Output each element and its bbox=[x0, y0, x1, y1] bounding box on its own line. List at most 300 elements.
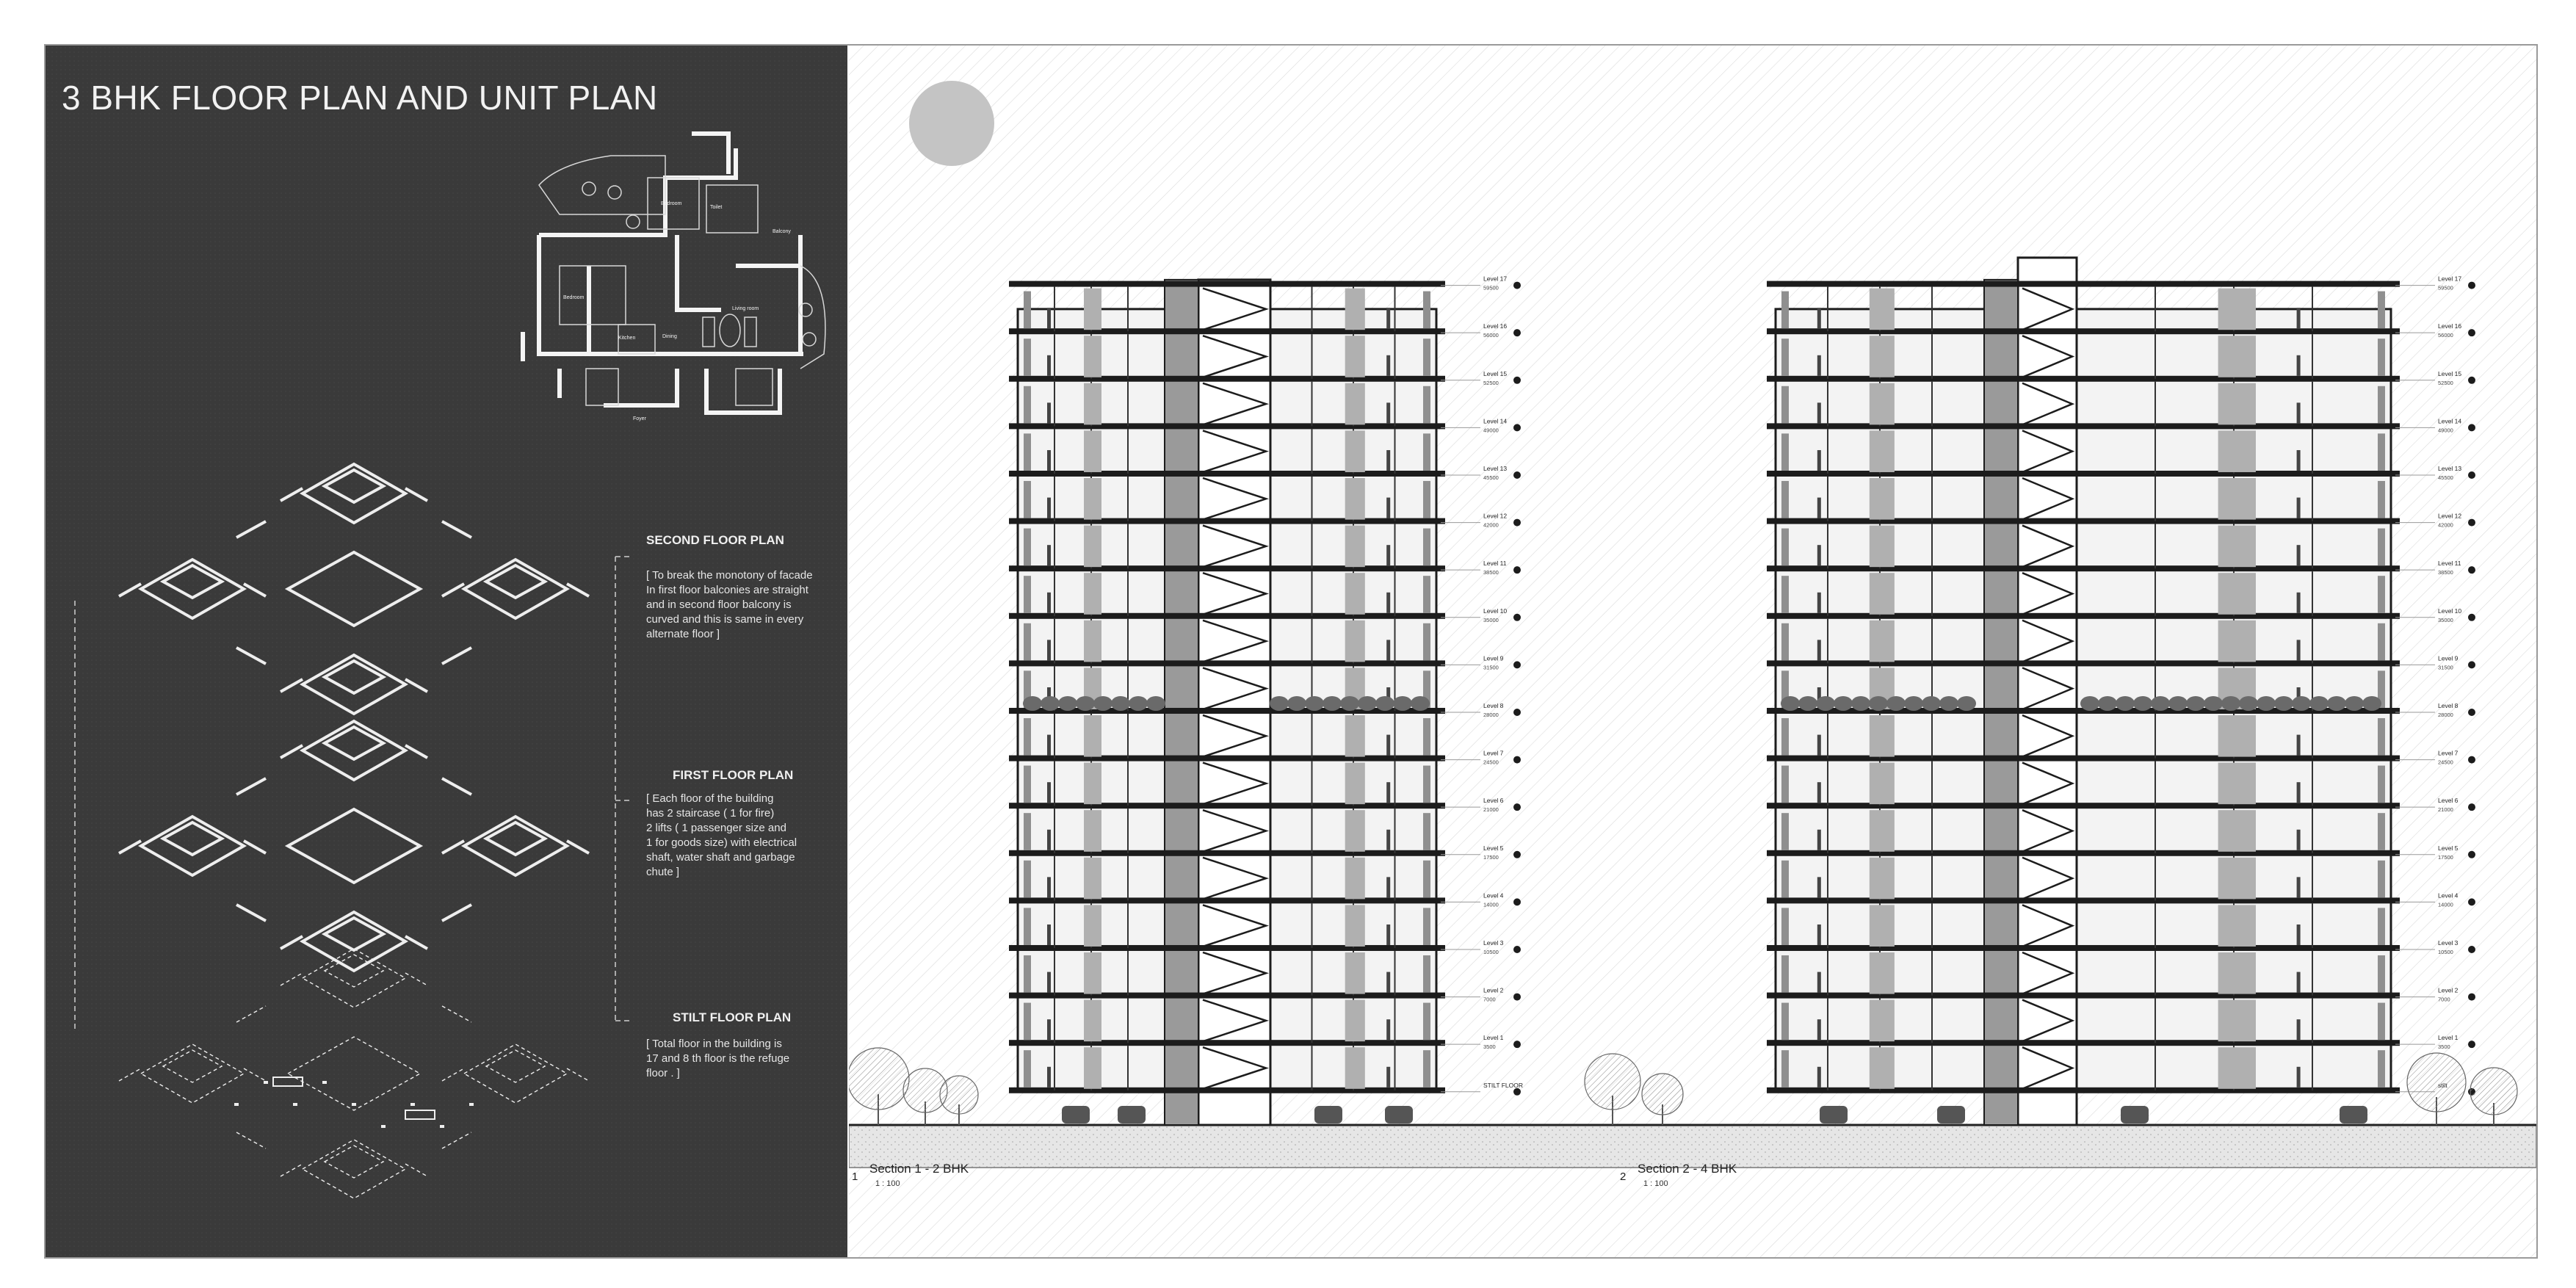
level-marker bbox=[1513, 471, 1521, 479]
level-name: Level 13 bbox=[1483, 464, 1508, 472]
shaft-fill bbox=[1870, 573, 1895, 615]
person-figure bbox=[1386, 593, 1390, 613]
room-label: Bedroom bbox=[563, 295, 585, 300]
section-2-title: Section 2 - 4 BHK bbox=[1638, 1162, 1737, 1176]
balcony-rail bbox=[1781, 386, 1789, 424]
level-name: Level 7 bbox=[1483, 749, 1504, 757]
note-line: shaft, water shaft and garbage bbox=[646, 851, 795, 864]
balcony-rail bbox=[2378, 339, 2385, 376]
floor-slab bbox=[1767, 281, 2400, 287]
level-marker bbox=[1513, 1088, 1521, 1096]
shaft-fill bbox=[2218, 478, 2256, 520]
balcony-rail bbox=[1024, 339, 1031, 376]
person-figure bbox=[2297, 925, 2301, 945]
level-marker bbox=[2468, 377, 2475, 384]
shaft-fill bbox=[1870, 526, 1895, 568]
level-elevation: 3500 bbox=[1483, 1043, 1496, 1051]
refuge-plant bbox=[1851, 696, 1870, 711]
refuge-plant bbox=[2116, 696, 2135, 711]
level-elevation: 31500 bbox=[1483, 664, 1499, 671]
balcony-rail bbox=[1781, 861, 1789, 898]
person-figure bbox=[1386, 545, 1390, 565]
column-mark bbox=[293, 1103, 297, 1106]
level-elevation: 14000 bbox=[2438, 901, 2453, 908]
note-line: [ Total floor in the building is bbox=[646, 1038, 782, 1050]
shaft-fill bbox=[1345, 810, 1365, 852]
refuge-plant bbox=[1358, 696, 1377, 711]
car-symbol bbox=[1118, 1106, 1146, 1124]
shaft-fill bbox=[1084, 715, 1101, 757]
floor-slab bbox=[1767, 613, 2400, 619]
shaft-fill bbox=[1870, 858, 1895, 900]
person-figure bbox=[1386, 972, 1390, 993]
refuge-plant bbox=[1146, 696, 1165, 711]
shaft-fill bbox=[1345, 1047, 1365, 1089]
level-name: Level 16 bbox=[1483, 322, 1508, 330]
person-figure bbox=[1047, 593, 1051, 613]
level-marker bbox=[1513, 756, 1521, 764]
balcony-rail bbox=[1024, 529, 1031, 566]
shaft-fill bbox=[1345, 715, 1365, 757]
person-figure bbox=[1047, 877, 1051, 897]
level-marker bbox=[2468, 946, 2475, 953]
floor-slab bbox=[1009, 565, 1445, 571]
section-1-scale: 1 : 100 bbox=[875, 1179, 900, 1188]
floor-slab bbox=[1009, 1088, 1445, 1093]
refuge-plant bbox=[1798, 696, 1817, 711]
balcony-rail bbox=[1423, 386, 1430, 424]
car-symbol bbox=[1385, 1106, 1413, 1124]
person-figure bbox=[1817, 355, 1821, 376]
level-elevation: 49000 bbox=[2438, 427, 2453, 434]
level-marker bbox=[1513, 519, 1521, 527]
refuge-plant bbox=[2309, 696, 2329, 711]
person-figure bbox=[2297, 830, 2301, 850]
tree-canopy bbox=[1585, 1054, 1640, 1110]
level-marker bbox=[2468, 329, 2475, 336]
level-elevation: 31500 bbox=[2438, 664, 2453, 671]
person-figure bbox=[1047, 498, 1051, 518]
floor-slab bbox=[1009, 471, 1445, 477]
level-elevation: 10500 bbox=[2438, 948, 2453, 955]
level-marker bbox=[2468, 1041, 2475, 1048]
balcony-rail bbox=[1423, 861, 1430, 898]
refuge-plant bbox=[2274, 696, 2293, 711]
level-name: Level 7 bbox=[2438, 749, 2459, 757]
plan-wing bbox=[303, 1140, 405, 1198]
person-figure bbox=[2297, 450, 2301, 471]
floor-slab bbox=[1767, 518, 2400, 524]
shaft-fill bbox=[1084, 289, 1101, 330]
person-figure bbox=[1817, 308, 1821, 328]
level-name: Level 12 bbox=[1483, 512, 1508, 520]
second-floor-note bbox=[646, 568, 822, 642]
plan-wing bbox=[464, 1044, 567, 1103]
level-name: Level 8 bbox=[2438, 701, 2459, 709]
shaft-fill bbox=[2218, 573, 2256, 615]
level-elevation: 49000 bbox=[1483, 427, 1499, 434]
person-figure bbox=[2297, 640, 2301, 660]
floor-slab bbox=[1009, 281, 1445, 287]
shaft-fill bbox=[1084, 573, 1101, 615]
level-marker bbox=[2468, 756, 2475, 764]
level-marker bbox=[2468, 803, 2475, 811]
balcony-rail bbox=[2378, 1050, 2385, 1088]
level-name: Level 11 bbox=[1483, 560, 1507, 568]
refuge-plant bbox=[2257, 696, 2276, 711]
level-marker bbox=[1513, 803, 1521, 811]
balcony-rail bbox=[1423, 481, 1430, 518]
refuge-plant bbox=[1904, 696, 1923, 711]
person-figure bbox=[1817, 450, 1821, 471]
refuge-plant bbox=[1375, 696, 1394, 711]
person-figure bbox=[1817, 498, 1821, 518]
level-elevation: 14000 bbox=[1483, 901, 1499, 908]
shaft-fill bbox=[2218, 289, 2256, 330]
plan-core bbox=[288, 552, 420, 626]
refuge-plant bbox=[1023, 696, 1042, 711]
person-figure bbox=[1386, 925, 1390, 945]
shaft-fill bbox=[1870, 1047, 1895, 1089]
refuge-plant bbox=[2098, 696, 2117, 711]
balcony-rail bbox=[1423, 529, 1430, 566]
floor-slab bbox=[1009, 423, 1445, 429]
level-elevation: 28000 bbox=[1483, 711, 1499, 718]
person-figure bbox=[1047, 830, 1051, 850]
person-figure bbox=[1047, 308, 1051, 328]
level-elevation: 52500 bbox=[2438, 379, 2453, 386]
level-marker bbox=[1513, 851, 1521, 858]
room-label: Foyer bbox=[633, 416, 646, 422]
balcony-rail bbox=[1024, 433, 1031, 471]
level-name: Level 5 bbox=[1483, 844, 1504, 852]
stilt-floor-iso-layer bbox=[119, 949, 589, 1198]
level-name: Level 12 bbox=[2438, 512, 2462, 520]
shaft-fill bbox=[2218, 1000, 2256, 1042]
level-marker bbox=[1513, 994, 1521, 1001]
person-figure bbox=[2297, 498, 2301, 518]
person-figure bbox=[1386, 498, 1390, 518]
stilt-level-label: STILT FLOOR bbox=[1483, 1081, 1524, 1089]
plan-wall bbox=[281, 1164, 427, 1176]
floor-slab bbox=[1767, 756, 2400, 761]
balcony-rail bbox=[1781, 623, 1789, 661]
balcony-rail bbox=[1781, 292, 1789, 329]
level-elevation: 42000 bbox=[1483, 521, 1499, 529]
stair-mark bbox=[273, 1077, 303, 1086]
room-label: Toilet bbox=[710, 205, 723, 210]
refuge-plant bbox=[2151, 696, 2170, 711]
balcony-rail bbox=[1423, 908, 1430, 945]
level-elevation: 38500 bbox=[1483, 569, 1499, 576]
plan-room bbox=[486, 1050, 545, 1082]
stilt-floor-heading: STILT FLOOR PLAN bbox=[673, 1010, 792, 1024]
note-line: [ Each floor of the building bbox=[646, 792, 774, 805]
level-name: Level 6 bbox=[2438, 797, 2459, 805]
person-figure bbox=[1817, 593, 1821, 613]
note-line: chute ] bbox=[646, 866, 680, 878]
shaft-fill bbox=[1084, 952, 1101, 994]
balcony-rail bbox=[2378, 908, 2385, 945]
floor-slab bbox=[1767, 660, 2400, 666]
first-floor-note bbox=[646, 792, 822, 880]
shaft-fill bbox=[1084, 526, 1101, 568]
car-symbol bbox=[2340, 1106, 2367, 1124]
balcony-rail bbox=[1024, 1050, 1031, 1088]
level-elevation: 7000 bbox=[1483, 996, 1496, 1003]
note-line: floor . ] bbox=[646, 1067, 680, 1079]
floor-slab bbox=[1009, 376, 1445, 382]
balcony-rail bbox=[1781, 1050, 1789, 1088]
floor-slab bbox=[1767, 471, 2400, 477]
level-elevation: 52500 bbox=[1483, 379, 1499, 386]
shaft-fill bbox=[1345, 478, 1365, 520]
refuge-plant bbox=[1939, 696, 1958, 711]
floor-slab bbox=[1009, 850, 1445, 856]
plan-wing bbox=[464, 817, 567, 875]
room-label: Dining bbox=[662, 334, 677, 339]
level-name: Level 17 bbox=[1483, 275, 1508, 283]
column-mark bbox=[234, 1103, 239, 1106]
floor-slab bbox=[1009, 803, 1445, 808]
level-name: Level 15 bbox=[2438, 369, 2462, 377]
person-figure bbox=[1817, 877, 1821, 897]
level-name: Level 9 bbox=[2438, 654, 2459, 662]
level-elevation: 17500 bbox=[1483, 853, 1499, 861]
balcony-rail bbox=[1423, 718, 1430, 756]
balcony-rail bbox=[1423, 1003, 1430, 1041]
person-figure bbox=[1386, 830, 1390, 850]
balcony-rail bbox=[1024, 955, 1031, 993]
level-name: Level 3 bbox=[1483, 938, 1504, 947]
section-2-scale: 1 : 100 bbox=[1643, 1179, 1668, 1188]
floor-slab bbox=[1767, 850, 2400, 856]
level-name: Level 3 bbox=[2438, 938, 2459, 947]
section-1-title: Section 1 - 2 BHK bbox=[869, 1162, 969, 1176]
section-2-drawing bbox=[1767, 258, 2475, 1125]
stilt-floor-note bbox=[646, 1037, 822, 1081]
balcony-rail bbox=[2378, 766, 2385, 803]
person-figure bbox=[1386, 355, 1390, 376]
person-figure bbox=[1386, 640, 1390, 660]
floor-slab bbox=[1009, 993, 1445, 999]
level-elevation: 3500 bbox=[2438, 1043, 2450, 1051]
level-elevation: 35000 bbox=[2438, 616, 2453, 623]
level-elevation: 42000 bbox=[2438, 521, 2453, 529]
balcony-rail bbox=[2378, 292, 2385, 329]
sheet-title: 3 BHK FLOOR PLAN AND UNIT PLAN bbox=[62, 79, 658, 117]
level-marker bbox=[1513, 282, 1521, 289]
balcony-rail bbox=[2378, 481, 2385, 518]
sun-symbol bbox=[909, 81, 994, 166]
level-marker bbox=[2468, 566, 2475, 574]
column-mark bbox=[469, 1103, 474, 1106]
person-figure bbox=[1386, 877, 1390, 897]
person-figure bbox=[1047, 450, 1051, 471]
balcony-rail bbox=[1781, 433, 1789, 471]
column-mark bbox=[381, 1125, 386, 1128]
shaft-fill bbox=[1345, 383, 1365, 425]
level-elevation: 28000 bbox=[2438, 711, 2453, 718]
level-name: Level 5 bbox=[2438, 844, 2459, 852]
balcony-rail bbox=[1781, 908, 1789, 945]
level-name: Level 11 bbox=[2438, 560, 2461, 568]
person-figure bbox=[1386, 308, 1390, 328]
column-mark bbox=[352, 1103, 356, 1106]
person-figure bbox=[1047, 972, 1051, 993]
shaft-fill bbox=[1870, 763, 1895, 805]
level-elevation: 45500 bbox=[2438, 474, 2453, 481]
balcony-rail bbox=[1781, 766, 1789, 803]
refuge-plant bbox=[2292, 696, 2311, 711]
level-marker bbox=[1513, 614, 1521, 621]
balcony-rail bbox=[1781, 576, 1789, 613]
balcony-rail bbox=[1781, 955, 1789, 993]
tree-canopy bbox=[1642, 1074, 1683, 1115]
level-elevation: 56000 bbox=[1483, 332, 1499, 339]
balcony-rail bbox=[2378, 433, 2385, 471]
level-elevation: 56000 bbox=[2438, 332, 2453, 339]
floor-slab bbox=[1009, 897, 1445, 903]
level-marker bbox=[2468, 614, 2475, 621]
note-line: In first floor balconies are straight bbox=[646, 584, 808, 596]
shaft-fill bbox=[2218, 905, 2256, 947]
refuge-plant bbox=[1922, 696, 1941, 711]
balcony-rail bbox=[1423, 292, 1430, 329]
person-figure bbox=[1817, 1067, 1821, 1088]
person-figure bbox=[2297, 972, 2301, 993]
balcony-rail bbox=[1423, 623, 1430, 661]
level-name: Level 4 bbox=[2438, 891, 2459, 900]
first-floor-heading: FIRST FLOOR PLAN bbox=[673, 768, 794, 782]
shaft-fill bbox=[1084, 383, 1101, 425]
level-name: Level 1 bbox=[1483, 1034, 1504, 1042]
refuge-plant bbox=[1270, 696, 1289, 711]
level-marker bbox=[2468, 471, 2475, 479]
level-name: Level 4 bbox=[1483, 891, 1504, 900]
level-name: Level 17 bbox=[2438, 275, 2462, 283]
building-sections-drawing bbox=[849, 46, 2536, 1257]
balcony-rail bbox=[1423, 955, 1430, 993]
refuge-plant bbox=[1869, 696, 1888, 711]
person-figure bbox=[1817, 972, 1821, 993]
shaft-fill bbox=[1084, 621, 1101, 662]
shaft-fill bbox=[1084, 858, 1101, 900]
shaft-fill bbox=[1870, 952, 1895, 994]
car-symbol bbox=[1062, 1106, 1090, 1124]
second-floor-heading: SECOND FLOOR PLAN bbox=[646, 533, 784, 547]
level-name: Level 13 bbox=[2438, 464, 2462, 472]
refuge-plant bbox=[2133, 696, 2152, 711]
balcony-rail bbox=[1781, 339, 1789, 376]
shaft-fill bbox=[1345, 573, 1365, 615]
refuge-plant bbox=[1340, 696, 1359, 711]
floor-slab bbox=[1009, 1040, 1445, 1046]
shaft-fill bbox=[1345, 1000, 1365, 1042]
note-line: 2 lifts ( 1 passenger size and bbox=[646, 822, 786, 834]
shaft-fill bbox=[1870, 430, 1895, 472]
level-marker bbox=[1513, 424, 1521, 431]
shaft-fill bbox=[1084, 1000, 1101, 1042]
balcony-rail bbox=[1024, 861, 1031, 898]
balcony-rail bbox=[1024, 576, 1031, 613]
section-2-number: 2 bbox=[1620, 1171, 1627, 1183]
refuge-plant bbox=[1129, 696, 1148, 711]
level-elevation: 59500 bbox=[2438, 284, 2453, 292]
shaft-fill bbox=[1870, 478, 1895, 520]
floor-slab bbox=[1009, 328, 1445, 334]
person-figure bbox=[1386, 735, 1390, 756]
level-marker bbox=[2468, 519, 2475, 527]
balcony-rail bbox=[2378, 861, 2385, 898]
balcony-rail bbox=[1781, 718, 1789, 756]
shaft-fill bbox=[1870, 289, 1895, 330]
floor-plan-panel bbox=[46, 46, 847, 1257]
person-figure bbox=[1047, 1067, 1051, 1088]
balcony-rail bbox=[1423, 813, 1430, 850]
refuge-plant bbox=[2221, 696, 2240, 711]
car-symbol bbox=[1937, 1106, 1965, 1124]
level-marker bbox=[1513, 946, 1521, 953]
refuge-plant bbox=[1957, 696, 1976, 711]
shaft-fill bbox=[1084, 1047, 1101, 1089]
person-figure bbox=[2297, 355, 2301, 376]
level-marker bbox=[1513, 898, 1521, 905]
car-symbol bbox=[1314, 1106, 1342, 1124]
floor-slab bbox=[1767, 1088, 2400, 1093]
floor-slab bbox=[1767, 945, 2400, 951]
balcony-rail bbox=[2378, 623, 2385, 661]
floor-slab bbox=[1767, 376, 2400, 382]
plan-wall bbox=[236, 521, 471, 664]
shaft-fill bbox=[2218, 763, 2256, 805]
shaft-fill bbox=[2218, 621, 2256, 662]
balcony-rail bbox=[1024, 718, 1031, 756]
plan-wall bbox=[442, 1068, 589, 1081]
plan-core bbox=[288, 1037, 420, 1110]
tree-canopy bbox=[2470, 1068, 2517, 1115]
shaft-fill bbox=[2218, 383, 2256, 425]
refuge-plant bbox=[1111, 696, 1130, 711]
note-line: 1 for goods size) with electrical bbox=[646, 836, 797, 849]
shaft-fill bbox=[1870, 715, 1895, 757]
level-marker bbox=[1513, 1041, 1521, 1048]
shaft-fill bbox=[1084, 430, 1101, 472]
room-label: Living room bbox=[732, 306, 759, 311]
leader-lines bbox=[75, 557, 633, 1030]
shaft-fill bbox=[1345, 430, 1365, 472]
plan-wing bbox=[141, 1044, 244, 1103]
refuge-plant bbox=[1886, 696, 1906, 711]
plan-wing bbox=[303, 464, 405, 523]
plan-core bbox=[288, 809, 420, 883]
refuge-plant bbox=[1411, 696, 1430, 711]
person-figure bbox=[1817, 545, 1821, 565]
balcony-rail bbox=[1423, 433, 1430, 471]
level-elevation: 21000 bbox=[1483, 806, 1499, 814]
person-figure bbox=[2297, 735, 2301, 756]
level-name: Level 9 bbox=[1483, 654, 1504, 662]
shaft-fill bbox=[1345, 526, 1365, 568]
person-figure bbox=[1047, 782, 1051, 803]
level-elevation: 10500 bbox=[1483, 948, 1499, 955]
level-elevation: 24500 bbox=[1483, 759, 1499, 766]
first-floor-iso-layer bbox=[119, 721, 589, 971]
level-name: Level 1 bbox=[2438, 1034, 2459, 1042]
note-line: [ To break the monotony of facade bbox=[646, 569, 813, 582]
balcony-rail bbox=[1024, 481, 1031, 518]
plan-room bbox=[325, 1146, 383, 1178]
